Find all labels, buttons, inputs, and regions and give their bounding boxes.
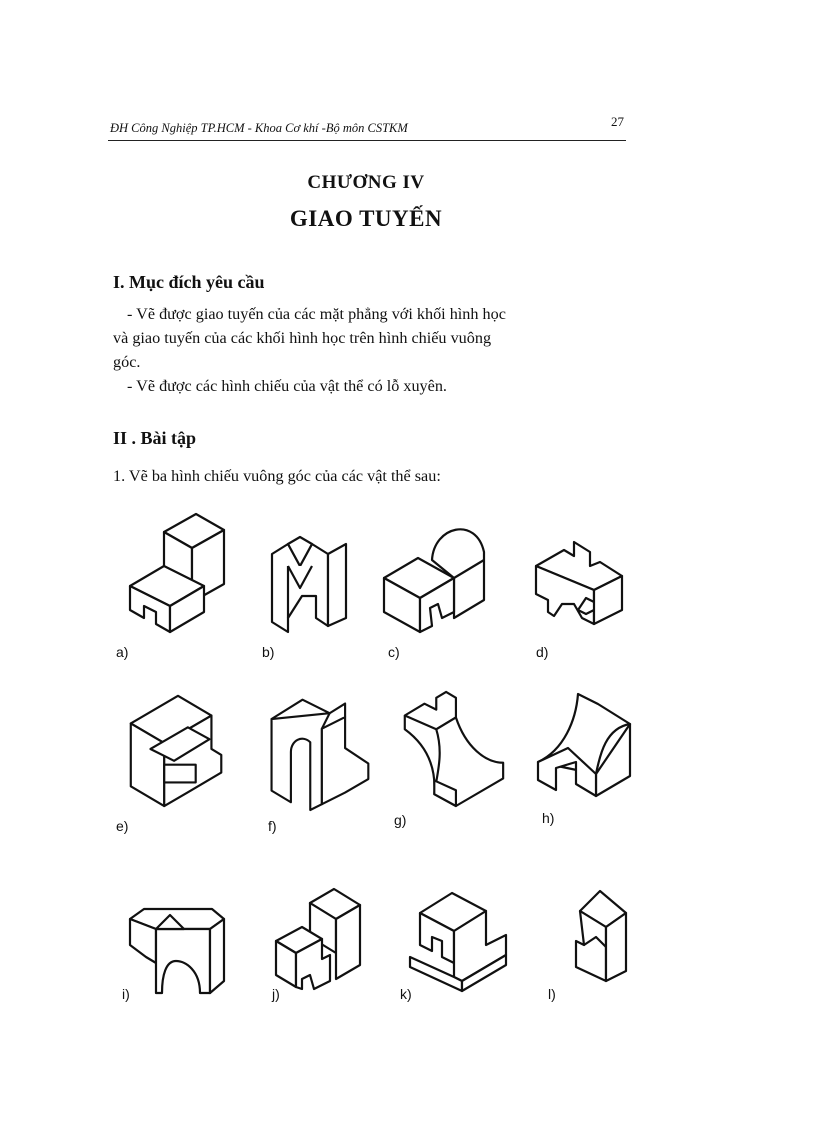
bullet1-line1: - Vẽ được giao tuyến của các mặt phẳng với khối hình học [127,305,506,323]
isometric-figure-b [266,528,354,648]
isometric-figure-a [126,512,230,632]
figure-label-g: g) [394,812,407,828]
running-header [108,114,626,141]
bullet1-line2: và giao tuyến của các khối hình học trên hình chiếu vuông [113,329,492,347]
figure-label-a: a) [116,644,129,660]
figure-label-d: d) [536,644,549,660]
figure-label-k: k) [400,986,412,1002]
page-number: 27 [611,114,624,129]
figure-label-b: b) [262,644,275,660]
isometric-figure-g [396,686,508,806]
isometric-figure-f [266,690,370,810]
section1-heading: I. Mục đích yêu cầu [113,272,265,292]
isometric-figure-d [530,524,626,644]
section1-paragraph [113,302,628,398]
chapter-title: GIAO TUYẾN [289,206,443,231]
exercise1-text: 1. Vẽ ba hình chiếu vuông góc của các vật thể sau: [113,467,441,485]
isometric-figure-i [126,890,230,1010]
isometric-figure-j [270,878,374,998]
figure-label-j: j) [272,986,280,1002]
figure-label-c: c) [388,644,400,660]
isometric-figure-h [534,686,632,806]
chapter-number: CHƯƠNG IV [307,172,425,193]
figure-label-e: e) [116,818,129,834]
figure-label-h: h) [542,810,555,826]
figure-label-f: f) [268,818,277,834]
figure-label-l: l) [548,986,556,1002]
section2-heading: II . Bài tập [113,428,197,448]
figure-label-i: i) [122,986,130,1002]
isometric-figure-e [126,688,230,808]
isometric-figure-c [380,514,496,634]
bullet2: - Vẽ được các hình chiếu của vật thể có lỗ xuyên. [127,377,447,395]
isometric-figure-l [570,876,632,996]
isometric-figure-k [406,878,514,998]
header-text: ĐH Công Nghiệp TP.HCM - Khoa Cơ khí -Bộ môn CSTKM [110,121,408,135]
bullet1-line3: góc. [113,353,141,371]
